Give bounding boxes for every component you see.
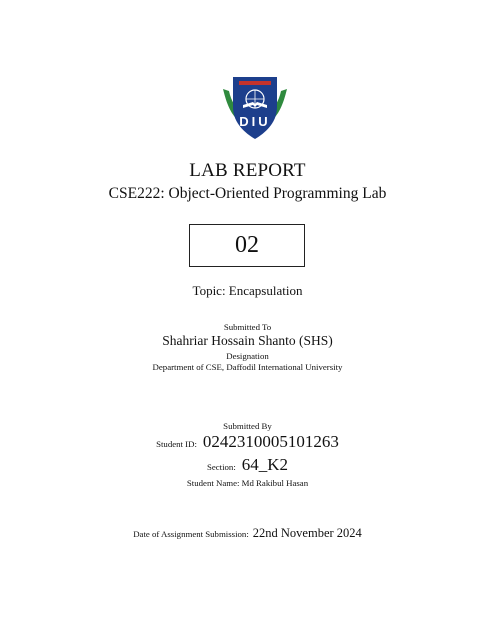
teacher-name: Shahriar Hossain Shanto (SHS) [162,333,333,348]
student-id-label: Student ID: [156,439,197,449]
logo-crest-band [239,81,271,85]
student-id-value: 0242310005101263 [202,432,339,451]
teacher-department: Department of CSE, Daffodil International University [152,362,343,372]
submitted-by-label: Submitted By [223,421,272,431]
submission-date-label: Date of Assignment Submission: [133,529,249,539]
teacher-designation: Designation [226,351,269,361]
report-title: LAB REPORT [189,160,306,181]
student-name-line: Student Name: Md Rakibul Hasan [186,478,309,488]
submitted-to-label: Submitted To [223,322,272,332]
report-number-box [189,224,305,267]
section-label: Section: [206,462,236,472]
submission-date-value: 22nd November 2024 [252,526,362,540]
topic-line: Topic: Encapsulation [192,283,303,298]
section-row [0,455,495,475]
logo-letters: DIU [239,114,271,129]
section-value: 64_K2 [241,455,289,474]
course-title: CSE222: Object-Oriented Programming Lab [108,185,387,202]
university-logo-icon [219,71,291,143]
submission-date-row [0,524,495,542]
student-id-row [0,432,495,452]
report-number: 02 [235,232,259,258]
